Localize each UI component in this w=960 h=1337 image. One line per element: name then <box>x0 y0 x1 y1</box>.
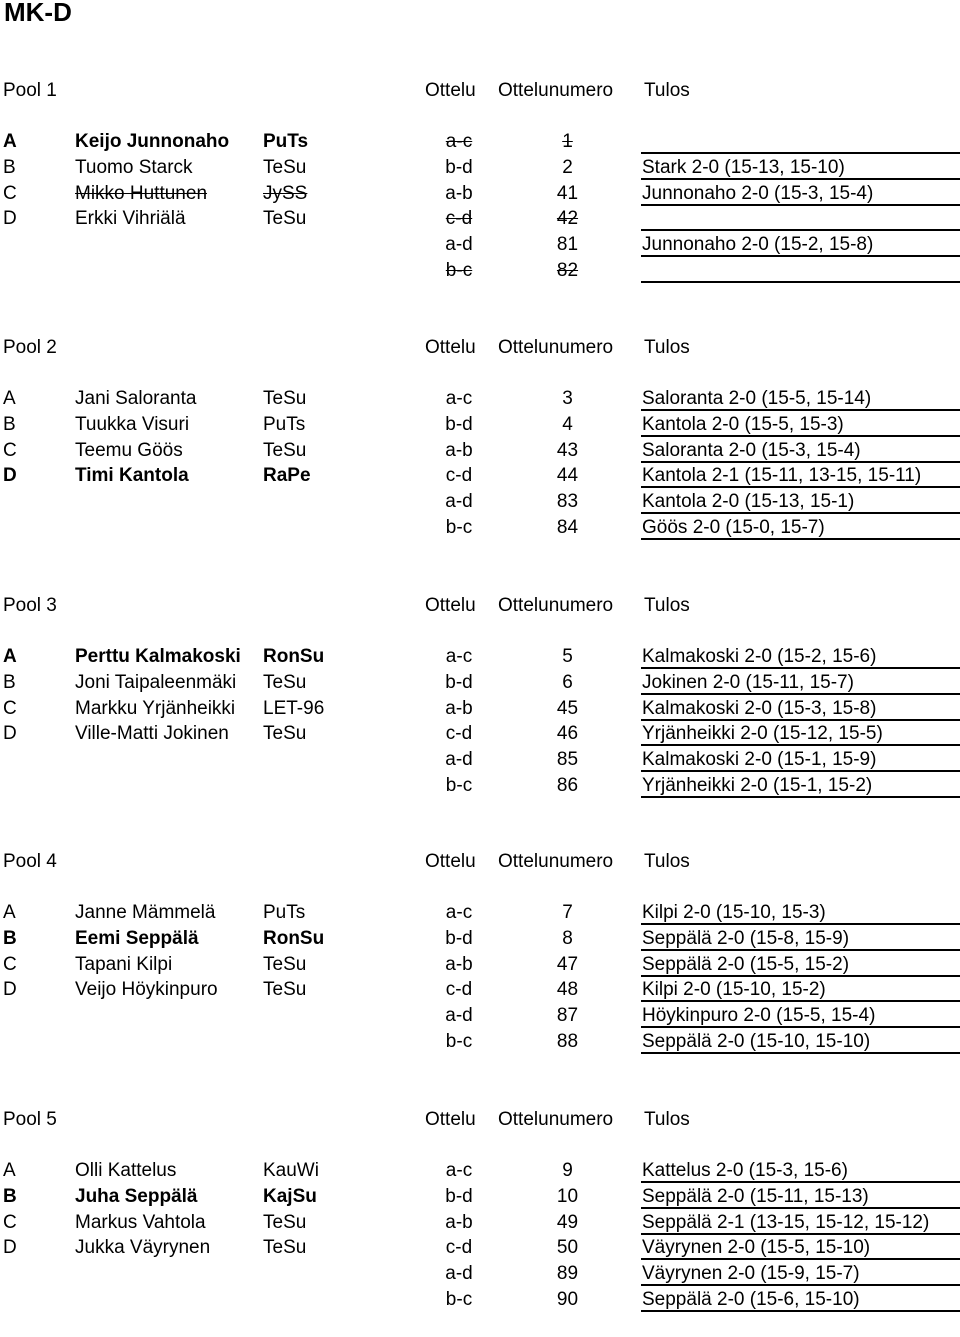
match-number: 89 <box>556 1263 579 1285</box>
player-club: TeSu <box>263 208 307 230</box>
result-underline <box>641 1233 960 1235</box>
player-letter: B <box>3 1185 17 1207</box>
match-number: 49 <box>556 1211 579 1233</box>
match-number: 5 <box>562 646 573 667</box>
match-pair: c-d <box>445 208 473 230</box>
player-letter: B <box>3 671 16 693</box>
match-result: Seppälä 2-0 (15-10, 15-10) <box>642 1031 871 1052</box>
match-result: Höykinpuro 2-0 (15-5, 15-4) <box>642 1005 876 1027</box>
player-letter: D <box>3 465 17 487</box>
match-result: Seppälä 2-1 (13-15, 15-12, 15-12) <box>642 1211 930 1233</box>
player-letter: D <box>3 979 17 1001</box>
player-name: Erkki Vihriälä <box>75 208 186 230</box>
match-number: 42 <box>556 208 579 230</box>
player-name: Markus Vahtola <box>75 1211 206 1233</box>
player-name: Tapani Kilpi <box>75 953 173 975</box>
result-underline <box>641 281 960 283</box>
result-underline <box>641 1000 960 1002</box>
result-underline <box>641 796 960 798</box>
player-club: TeSu <box>263 156 307 178</box>
player-letter: A <box>3 646 17 667</box>
player-club: TeSu <box>263 953 307 975</box>
result-underline <box>641 229 960 231</box>
result-underline <box>641 1026 960 1028</box>
match-result: Seppälä 2-0 (15-6, 15-10) <box>642 1289 860 1310</box>
match-pair: a-d <box>445 234 473 256</box>
match-pair: a-d <box>445 1005 473 1027</box>
match-pair: c-d <box>445 723 473 745</box>
match-pair: a-b <box>445 182 473 204</box>
result-underline <box>641 538 960 540</box>
player-name: Timi Kantola <box>75 465 189 487</box>
match-pair: b-d <box>445 156 473 178</box>
player-club: TeSu <box>263 671 307 693</box>
result-underline <box>641 1052 960 1054</box>
match-pair: a-b <box>445 1211 473 1233</box>
player-club: RonSu <box>263 646 325 667</box>
result-underline <box>641 1258 960 1260</box>
result-underline <box>641 744 960 746</box>
player-name: Keijo Junnonaho <box>75 131 230 152</box>
match-pair: a-b <box>445 953 473 975</box>
match-pair: c-d <box>445 465 473 487</box>
match-result: Kantola 2-0 (15-5, 15-3) <box>642 413 844 435</box>
player-name: Mikko Huttunen <box>75 182 208 204</box>
match-result: Kalmakoski 2-0 (15-2, 15-6) <box>642 646 877 667</box>
player-name: Markku Yrjänheikki <box>75 697 236 719</box>
player-letter: D <box>3 1237 17 1259</box>
header-ottelunumero: Ottelunumero <box>498 1109 614 1130</box>
match-result: Kalmakoski 2-0 (15-1, 15-9) <box>642 749 877 771</box>
match-result: Väyrynen 2-0 (15-9, 15-7) <box>642 1263 860 1285</box>
player-name: Jukka Väyrynen <box>75 1237 211 1259</box>
match-number: 10 <box>556 1185 579 1207</box>
player-name: Juha Seppälä <box>75 1185 198 1207</box>
player-club: PuTs <box>263 902 306 923</box>
player-letter: C <box>3 1211 17 1233</box>
match-number: 45 <box>556 697 579 719</box>
player-letter: C <box>3 182 17 204</box>
player-name: Ville-Matti Jokinen <box>75 723 229 745</box>
match-number: 82 <box>556 260 579 281</box>
header-ottelu: Ottelu <box>425 851 476 872</box>
result-underline <box>641 512 960 514</box>
result-underline <box>641 1181 960 1183</box>
result-underline <box>641 204 960 206</box>
player-club: TeSu <box>263 1237 307 1259</box>
player-club: TeSu <box>263 723 307 745</box>
match-result: Seppälä 2-0 (15-11, 15-13) <box>642 1185 869 1207</box>
result-underline <box>641 693 960 695</box>
match-number: 2 <box>562 156 573 178</box>
player-name: Tuukka Visuri <box>75 413 190 435</box>
match-number: 44 <box>556 465 579 487</box>
match-number: 3 <box>562 388 573 409</box>
result-underline <box>641 1207 960 1209</box>
match-result: Stark 2-0 (15-13, 15-10) <box>642 156 845 178</box>
player-club: RaPe <box>263 465 311 487</box>
match-number: 87 <box>556 1005 579 1027</box>
player-name: Olli Kattelus <box>75 1160 177 1181</box>
result-underline <box>641 409 960 411</box>
match-pair: a-b <box>445 439 473 461</box>
match-number: 43 <box>556 439 579 461</box>
match-result: Saloranta 2-0 (15-3, 15-4) <box>642 439 861 461</box>
match-number: 88 <box>556 1031 579 1052</box>
page-title: MK-D <box>4 0 72 27</box>
match-pair: a-d <box>445 491 473 513</box>
header-ottelu: Ottelu <box>425 1109 476 1130</box>
player-name: Perttu Kalmakoski <box>75 646 241 667</box>
player-name: Joni Taipaleenmäki <box>75 671 237 693</box>
result-underline <box>641 178 960 180</box>
match-pair: b-c <box>445 260 473 281</box>
player-club: TeSu <box>263 1211 307 1233</box>
match-number: 81 <box>556 234 579 256</box>
result-underline <box>641 461 960 463</box>
result-underline <box>641 1284 960 1286</box>
result-underline <box>641 975 960 977</box>
match-pair: b-d <box>445 413 473 435</box>
pool-section <box>0 335 960 565</box>
player-club: TeSu <box>263 979 307 1001</box>
match-pair: a-c <box>445 1160 473 1181</box>
match-number: 7 <box>562 902 573 923</box>
match-number: 41 <box>556 182 579 204</box>
player-club: LET-96 <box>263 697 325 719</box>
player-name: Tuomo Starck <box>75 156 193 178</box>
player-club: TeSu <box>263 439 307 461</box>
match-number: 8 <box>562 927 573 949</box>
match-number: 83 <box>556 491 579 513</box>
player-club: KajSu <box>263 1185 317 1207</box>
match-number: 50 <box>556 1237 579 1259</box>
match-result: Kilpi 2-0 (15-10, 15-2) <box>642 979 826 1001</box>
pool-label: Pool 3 <box>3 595 57 616</box>
match-pair: a-c <box>445 388 473 409</box>
match-pair: c-d <box>445 979 473 1001</box>
result-underline <box>641 719 960 721</box>
header-ottelu: Ottelu <box>425 595 476 616</box>
match-number: 9 <box>562 1160 573 1181</box>
header-tulos: Tulos <box>644 1109 690 1130</box>
match-number: 4 <box>562 413 573 435</box>
player-letter: A <box>3 131 17 152</box>
match-pair: b-c <box>445 775 473 796</box>
match-pair: a-d <box>445 749 473 771</box>
header-tulos: Tulos <box>644 595 690 616</box>
match-pair: a-d <box>445 1263 473 1285</box>
pool-section <box>0 1107 960 1337</box>
player-club: PuTs <box>263 413 306 435</box>
match-pair: a-c <box>445 646 473 667</box>
match-number: 6 <box>562 671 573 693</box>
result-underline <box>641 1310 960 1312</box>
player-name: Jani Saloranta <box>75 388 197 409</box>
match-number: 90 <box>556 1289 579 1310</box>
match-result: Seppälä 2-0 (15-5, 15-2) <box>642 953 850 975</box>
match-pair: b-c <box>445 1031 473 1052</box>
player-letter: B <box>3 927 17 949</box>
match-number: 86 <box>556 775 579 796</box>
match-number: 84 <box>556 517 579 538</box>
match-number: 47 <box>556 953 579 975</box>
result-underline <box>641 770 960 772</box>
pool-label: Pool 5 <box>3 1109 57 1130</box>
player-name: Veijo Höykinpuro <box>75 979 218 1001</box>
player-letter: A <box>3 1160 16 1181</box>
result-underline <box>641 486 960 488</box>
player-club: KauWi <box>263 1160 319 1181</box>
match-pair: a-c <box>445 902 473 923</box>
match-result: Väyrynen 2-0 (15-5, 15-10) <box>642 1237 871 1259</box>
pool-section <box>0 849 960 1079</box>
player-letter: B <box>3 413 16 435</box>
player-letter: D <box>3 208 17 230</box>
player-name: Teemu Göös <box>75 439 183 461</box>
player-club: RonSu <box>263 927 325 949</box>
match-pair: b-d <box>445 671 473 693</box>
match-pair: c-d <box>445 1237 473 1259</box>
header-ottelunumero: Ottelunumero <box>498 595 614 616</box>
player-club: TeSu <box>263 388 307 409</box>
match-result: Göös 2-0 (15-0, 15-7) <box>642 517 825 538</box>
match-result: Kilpi 2-0 (15-10, 15-3) <box>642 902 826 923</box>
player-club: JySS <box>263 182 308 204</box>
match-result: Seppälä 2-0 (15-8, 15-9) <box>642 927 850 949</box>
pool-section <box>0 78 960 308</box>
match-result: Junnonaho 2-0 (15-2, 15-8) <box>642 234 874 256</box>
player-club: PuTs <box>263 131 309 152</box>
match-result: Junnonaho 2-0 (15-3, 15-4) <box>642 182 874 204</box>
match-result: Jokinen 2-0 (15-11, 15-7) <box>642 671 854 693</box>
header-ottelunumero: Ottelunumero <box>498 337 614 358</box>
match-result: Yrjänheikki 2-0 (15-12, 15-5) <box>642 723 883 745</box>
result-underline <box>641 255 960 257</box>
match-number: 1 <box>562 131 573 152</box>
header-tulos: Tulos <box>644 851 690 872</box>
match-result: Kantola 2-1 (15-11, 13-15, 15-11) <box>642 465 922 487</box>
match-pair: b-c <box>445 517 473 538</box>
match-result: Kalmakoski 2-0 (15-3, 15-8) <box>642 697 877 719</box>
match-pair: a-b <box>445 697 473 719</box>
match-result: Kattelus 2-0 (15-3, 15-6) <box>642 1160 848 1181</box>
match-pair: b-c <box>445 1289 473 1310</box>
match-number: 85 <box>556 749 579 771</box>
match-result: Yrjänheikki 2-0 (15-1, 15-2) <box>642 775 873 796</box>
pool-label: Pool 1 <box>3 80 57 101</box>
player-name: Eemi Seppälä <box>75 927 199 949</box>
match-result: Kantola 2-0 (15-13, 15-1) <box>642 491 855 513</box>
match-number: 46 <box>556 723 579 745</box>
header-ottelu: Ottelu <box>425 337 476 358</box>
header-ottelunumero: Ottelunumero <box>498 80 614 101</box>
match-pair: a-c <box>445 131 473 152</box>
player-letter: C <box>3 439 17 461</box>
player-letter: B <box>3 156 16 178</box>
result-underline <box>641 435 960 437</box>
pool-section <box>0 593 960 823</box>
player-letter: D <box>3 723 17 745</box>
player-letter: C <box>3 953 17 975</box>
match-result: Saloranta 2-0 (15-5, 15-14) <box>642 388 872 409</box>
header-ottelu: Ottelu <box>425 80 476 101</box>
match-number: 48 <box>556 979 579 1001</box>
pool-label: Pool 2 <box>3 337 57 358</box>
pool-label: Pool 4 <box>3 851 57 872</box>
player-letter: C <box>3 697 17 719</box>
match-pair: b-d <box>445 927 473 949</box>
player-name: Janne Mämmelä <box>75 902 216 923</box>
header-tulos: Tulos <box>644 80 690 101</box>
match-pair: b-d <box>445 1185 473 1207</box>
player-letter: A <box>3 902 16 923</box>
result-underline <box>641 667 960 669</box>
result-underline <box>641 923 960 925</box>
result-underline <box>641 949 960 951</box>
result-underline <box>641 152 960 154</box>
header-ottelunumero: Ottelunumero <box>498 851 614 872</box>
header-tulos: Tulos <box>644 337 690 358</box>
player-letter: A <box>3 388 16 409</box>
